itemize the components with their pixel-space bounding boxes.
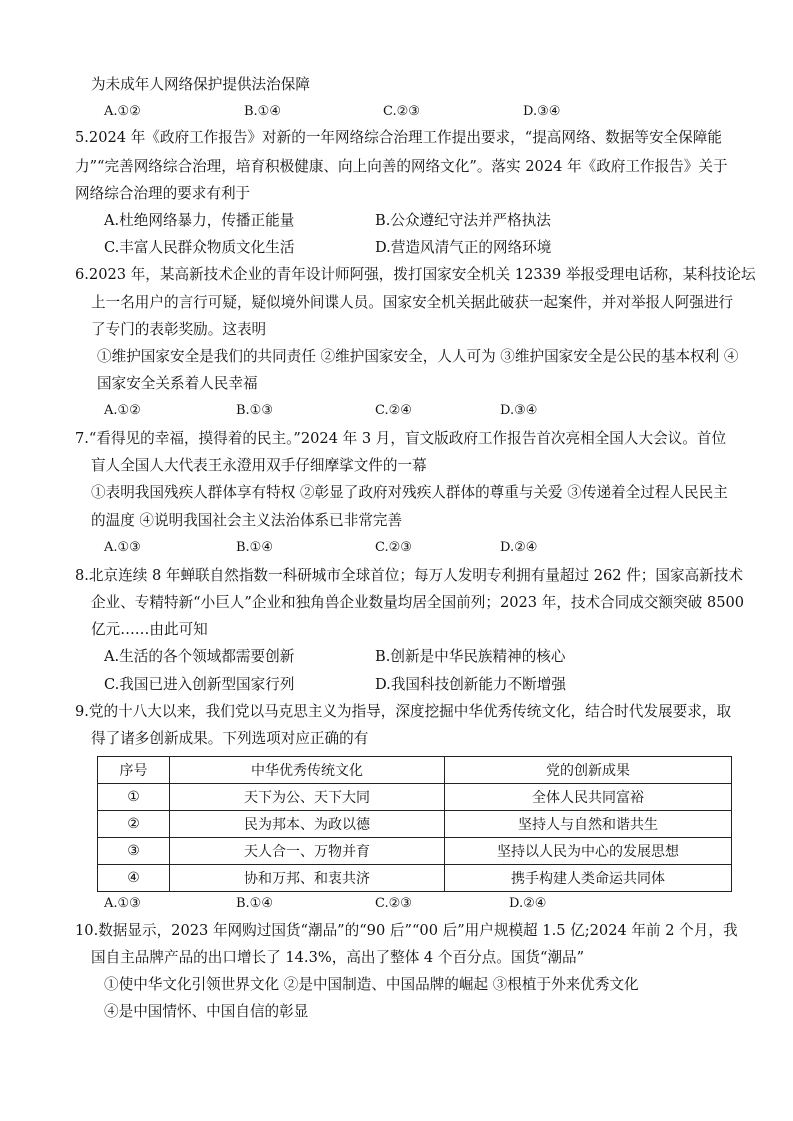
table-row — [98, 811, 732, 838]
q6-option-b: B.①③ — [236, 403, 273, 418]
q7-statements-line-1: ①表明我国残疾人群体享有特权 ②彰显了政府对残疾人群体的尊重与关爱 ③传递着全过程人民民主 — [91, 484, 728, 501]
table-cell: 坚持人与自然和谐共生 — [445, 811, 732, 838]
q4-option-c: C.②③ — [383, 104, 420, 119]
q6-option-a: A.①② — [104, 403, 141, 418]
table-cell: 协和万邦、和衷共济 — [170, 865, 445, 892]
table-cell: 坚持以人民为中心的发展思想 — [445, 838, 732, 865]
table-cell: 天下为公、天下大同 — [170, 784, 445, 811]
q9-option-d: D.②④ — [509, 896, 547, 911]
q6-statements-line-2: 国家安全关系着人民幸福 — [97, 375, 258, 392]
q8-stem-line-3: 亿元……由此可知 — [91, 621, 208, 638]
table-row — [98, 838, 732, 865]
q4-option-d: D.③④ — [523, 104, 561, 119]
q7-statements-line-2: 的温度 ④说明我国社会主义法治体系已非常完善 — [91, 512, 403, 529]
table-cell: 全体人民共同富裕 — [445, 784, 732, 811]
q8-option-d: D.我国科技创新能力不断增强 — [375, 676, 566, 693]
table-cell: ① — [98, 784, 170, 811]
table-header-number: 序号 — [98, 757, 170, 784]
q8-option-c: C.我国已进入创新型国家行列 — [104, 676, 295, 693]
q10-stem-line-2: 国自主品牌产品的出口增长了 14.3%，高出了整体 4 个百分点。国货“潮品” — [91, 949, 585, 966]
q10-statements-line-1: ①使中华文化引领世界文化 ②是中国制造、中国品牌的崛起 ③根植于外来优秀文化 — [104, 976, 639, 993]
q10-statements-line-2: ④是中国情怀、中国自信的彰显 — [104, 1003, 309, 1020]
table-cell: ④ — [98, 865, 170, 892]
q9-stem-line-2: 得了诸多创新成果。下列选项对应正确的有 — [91, 730, 369, 747]
q5-option-d: D.营造风清气正的网络环境 — [375, 239, 552, 256]
q8-stem-line-1: 8.北京连续 8 年蝉联自然指数一科研城市全球首位；每万人发明专利拥有量超过 262 件；国家高新技术 — [75, 567, 743, 584]
q4-continuation: 为未成年人网络保护提供法治保障 — [91, 76, 310, 93]
q8-option-a: A.生活的各个领域都需要创新 — [104, 648, 295, 665]
q5-option-b: B.公众遵纪守法并严格执法 — [375, 212, 551, 229]
q5-stem-line-1: 5.2024 年《政府工作报告》对新的一年网络综合治理工作提出要求，“提高网络、数据等安全保障能 — [75, 129, 722, 146]
q6-option-c: C.②④ — [375, 403, 412, 418]
q7-option-c: C.②③ — [375, 540, 412, 555]
q6-stem-line-2: 上一名用户的言行可疑，疑似境外间谍人员。国家安全机关据此破获一起案件，并对举报人阿强进行 — [91, 294, 734, 311]
q8-option-b: B.创新是中华民族精神的核心 — [375, 648, 566, 665]
q5-stem-line-2: 力”“完善网络综合治理，培育积极健康、向上向善的网络文化”。落实 2024 年《政府工作报告》关于 — [75, 158, 728, 175]
q5-option-c: C.丰富人民群众物质文化生活 — [104, 239, 295, 256]
q8-stem-line-2: 企业、专精特新“小巨人”企业和独角兽企业数量均居全国前列；2023 年，技术合同成交额突破 8500 — [91, 594, 745, 611]
q7-option-a: A.①③ — [104, 540, 141, 555]
table-header-achievement: 党的创新成果 — [445, 757, 732, 784]
q10-stem-line-1: 10.数据显示，2023 年网购过国货“潮品”的“90 后”“00 后”用户规模超 1.5 亿;2024 年前 2 个月，我 — [75, 922, 738, 939]
q6-stem-line-1: 6.2023 年，某高新技术企业的青年设计师阿强，拨打国家安全机关 12339 举报受理电话称，某科技论坛 — [75, 266, 756, 283]
table-cell: ③ — [98, 838, 170, 865]
q9-table — [97, 756, 732, 892]
q7-stem-line-1: 7.“看得见的幸福，摸得着的民主。”2024 年 3 月，盲文版政府工作报告首次亮相全国人大会议。首位 — [75, 430, 727, 447]
q5-option-a: A.杜绝网络暴力，传播正能量 — [104, 212, 295, 229]
q9-stem-line-1: 9.党的十八大以来，我们党以马克思主义为指导，深度挖掘中华优秀传统文化，结合时代发展要求，取 — [75, 703, 732, 720]
q9-option-a: A.①③ — [104, 896, 141, 911]
table-header-culture: 中华优秀传统文化 — [170, 757, 445, 784]
q6-option-d: D.③④ — [500, 403, 538, 418]
q6-stem-line-3: 了专门的表彰奖励。这表明 — [91, 321, 267, 338]
q9-option-c: C.②③ — [375, 896, 412, 911]
table-cell: 携手构建人类命运共同体 — [445, 865, 732, 892]
table-row — [98, 865, 732, 892]
q4-option-a: A.①② — [104, 104, 141, 119]
q6-statements-line-1: ①维护国家安全是我们的共同责任 ②维护国家安全，人人可为 ③维护国家安全是公民的基本权利 ④ — [97, 348, 739, 365]
q5-stem-line-3: 网络综合治理的要求有利于 — [75, 185, 251, 202]
q7-stem-line-2: 盲人全国人大代表王永澄用双手仔细摩挲文件的一幕 — [91, 457, 427, 474]
table-cell: 民为邦本、为政以德 — [170, 811, 445, 838]
q7-option-d: D.②④ — [500, 540, 538, 555]
table-cell: 天人合一、万物并育 — [170, 838, 445, 865]
q9-option-b: B.①④ — [236, 896, 273, 911]
q4-option-b: B.①④ — [244, 104, 281, 119]
q7-option-b: B.①④ — [236, 540, 273, 555]
table-cell: ② — [98, 811, 170, 838]
table-header-row — [98, 757, 732, 784]
table-row — [98, 784, 732, 811]
